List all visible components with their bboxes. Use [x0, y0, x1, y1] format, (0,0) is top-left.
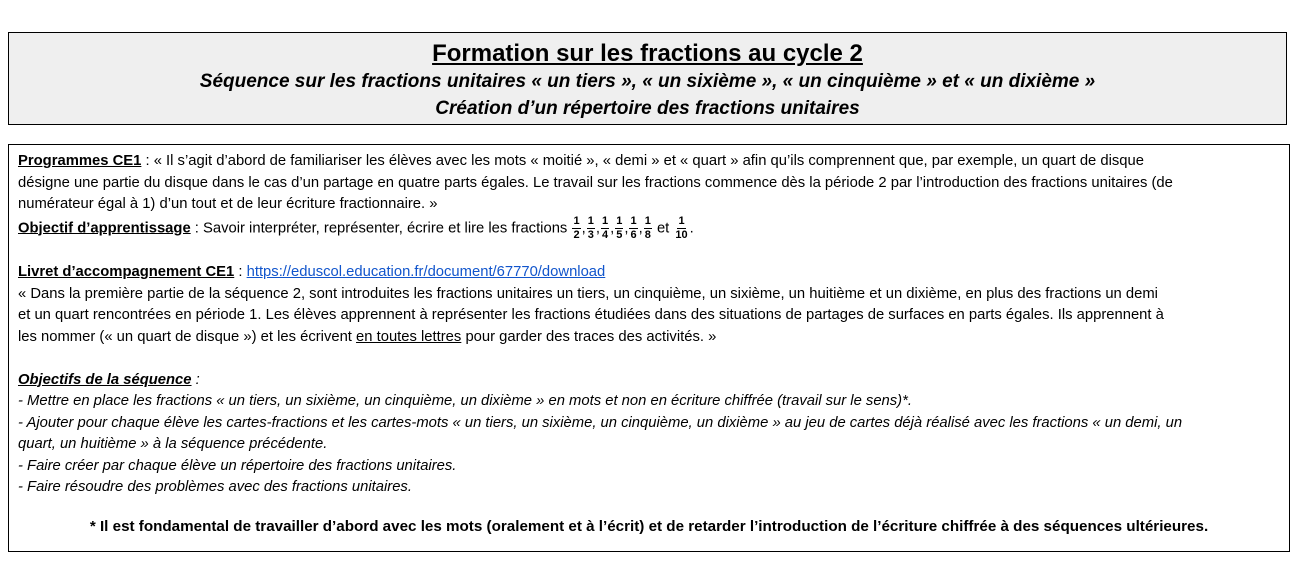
- objectifs-sequence-label: Objectifs de la séquence: [18, 371, 192, 388]
- fundamental-note: * Il est fondamental de travailler d’abord avec les mots (oralement et à l’écrit) et de retarder l’introduction de l’écriture chiffrée à des séquences ultérieures.: [89, 517, 1209, 535]
- livret-line: Livret d’accompagnement CE1 : https://eduscol.education.fr/document/67770/download: [18, 264, 606, 280]
- subtitle-repertoire: Création d’un répertoire des fractions unitaires: [435, 98, 860, 119]
- programmes-text-1: : « Il s’agit d’abord de familiariser les élèves avec les mots « moitié », « demi » et « quart » afin qu’ils comprennent que, par exemple, un quart de disque: [141, 153, 1144, 169]
- objectif-text: : Savoir interpréter, représenter, écrire et lire les fractions: [190, 219, 572, 236]
- objectif-item-4: - Faire résoudre des problèmes avec des fractions unitaires.: [18, 479, 412, 495]
- fraction-1-6: $\frac{1}{6}$: [630, 214, 637, 241]
- objectif-line: Objectif d’apprentissage : Savoir interpréter, représenter, écrire et lire les fractions $\frac{1}{2}$ , $\frac{1}{3}$ , $\frac{1}{4}$ , $\frac{1}{5}$ , $\frac{1}{6}$ , $\frac{1}{8}$ et $\frac{1}{10}$ .: [18, 214, 694, 241]
- fraction-1-8: $\frac{1}{8}$: [644, 214, 651, 241]
- content-box: [8, 144, 1290, 552]
- fraction-1-10: $\frac{1}{10}$: [675, 214, 688, 241]
- page-title: Formation sur les fractions au cycle 2: [432, 40, 863, 67]
- objectif-item-2-cont: quart, un huitième » à la séquence précédente.: [18, 436, 328, 452]
- livret-label: Livret d’accompagnement CE1: [18, 264, 235, 280]
- subtitle-sequence: Séquence sur les fractions unitaires « un tiers », « un sixième », « un cinquième » et « un dixième »: [199, 71, 1096, 92]
- objectif-item-3: - Faire créer par chaque élève un répertoire des fractions unitaires.: [18, 457, 457, 474]
- livret-text-2: et un quart rencontrées en période 1. Les élèves apprennent à représenter les fractions étudiées dans des situations de partages de surfaces en parts égales. Ils apprennent à: [18, 307, 1164, 323]
- fraction-1-5: $\frac{1}{5}$: [616, 214, 623, 241]
- livret-text-1: « Dans la première partie de la séquence 2, sont introduites les fractions unitaires un tiers, un cinquième, un sixième, un huitième et un dixième, en plus des fractions un demi: [18, 285, 1158, 302]
- objectif-item-1: - Mettre en place les fractions « un tiers, un sixième, un cinquième, un dixième » en mots et non en écriture chiffrée (travail sur le sens)*.: [18, 393, 912, 409]
- programmes-line-3: numérateur égal à 1) d’un tout et de leur écriture fractionnaire. »: [18, 196, 438, 212]
- fraction-1-4: $\frac{1}{4}$: [601, 214, 609, 241]
- livret-text-3: les nommer (« un quart de disque ») et les écrivent en toutes lettres pour garder des traces des activités. »: [18, 328, 717, 345]
- programmes-line-1: [18, 151, 1280, 173]
- header-box: [8, 32, 1287, 125]
- programmes-label: Programmes CE1: [18, 153, 142, 169]
- en-toutes-lettres: en toutes lettres: [356, 328, 462, 345]
- and-word: et: [652, 219, 674, 236]
- objectif-label: Objectif d’apprentissage: [18, 219, 191, 236]
- objectif-item-2: - Ajouter pour chaque élève les cartes-fractions et les cartes-mots « un tiers, un sixième, un cinquième, un dixième » au jeu de cartes déjà réalisé avec les fractions « un demi, un: [18, 414, 1183, 431]
- fraction-1-2: $\frac{1}{2}$: [573, 214, 580, 241]
- programmes-line-2: désigne une partie du disque dans le cas d’un partage en quatre parts égales. Le travail sur les fractions commence dès la période 2 par l’introduction des fractions unitaires (de: [18, 174, 1173, 191]
- eduscol-link[interactable]: https://eduscol.education.fr/document/67770/download: [246, 264, 606, 280]
- fraction-1-3: $\frac{1}{3}$: [587, 214, 594, 241]
- objectifs-sequence-heading: Objectifs de la séquence :: [18, 371, 200, 388]
